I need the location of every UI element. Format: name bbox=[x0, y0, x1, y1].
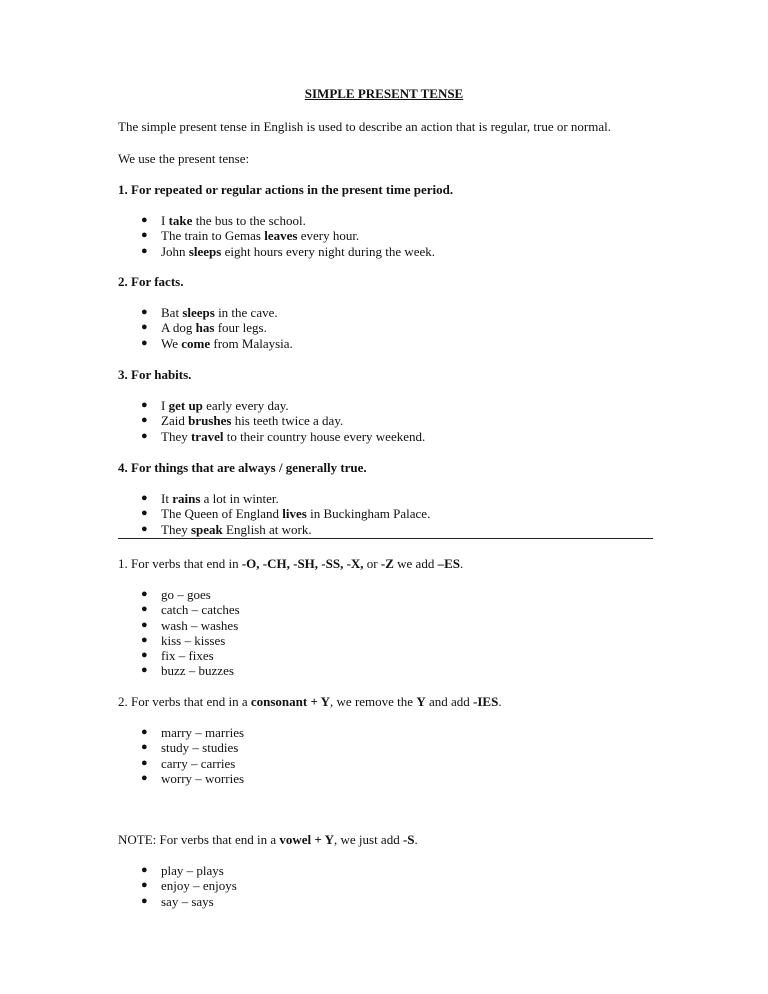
bullet-icon: ● bbox=[141, 399, 148, 411]
list-item: ● The Queen of England lives in Buckingham Palace. bbox=[141, 506, 431, 522]
list-item: ● go – goes bbox=[141, 587, 211, 602]
bullet-icon: ● bbox=[141, 726, 148, 738]
bullet-icon: ● bbox=[141, 429, 148, 442]
bullet-icon: ● bbox=[141, 492, 148, 504]
section-1-heading: 1. For repeated or regular actions in the present time period. bbox=[118, 182, 454, 197]
bullet-icon: ● bbox=[141, 741, 148, 754]
use-intro-paragraph: We use the present tense: bbox=[118, 151, 250, 166]
list-item: ● buzz – buzzes bbox=[141, 663, 234, 679]
bullet-icon: ● bbox=[141, 603, 148, 616]
rule-1-paragraph: 1. For verbs that end in -O, -CH, -SH, -SS, -X, or -Z we add –ES. bbox=[118, 556, 464, 571]
list-item: ● wash – washes bbox=[141, 617, 239, 633]
section-1-list bbox=[141, 213, 435, 259]
list-item: ● enjoy – enjoys bbox=[141, 878, 237, 894]
note-paragraph: NOTE: For verbs that end in a vowel + Y, we just add -S. bbox=[118, 832, 418, 847]
bullet-icon: ● bbox=[141, 588, 148, 600]
section-4-heading: 4. For things that are always / generally true. bbox=[118, 460, 367, 475]
bullet-icon: ● bbox=[141, 894, 148, 907]
list-item: ● We come from Malaysia. bbox=[141, 335, 293, 351]
bullet-icon: ● bbox=[141, 522, 148, 535]
bullet-icon: ● bbox=[141, 336, 148, 349]
rule-2-list bbox=[141, 725, 244, 786]
bullet-icon: ● bbox=[141, 229, 148, 242]
list-item: ● They speak English at work. bbox=[141, 521, 312, 537]
section-3-heading: 3. For habits. bbox=[118, 367, 192, 382]
bullet-icon: ● bbox=[141, 306, 148, 318]
section-2-list bbox=[141, 305, 293, 351]
list-item: ● worry – worries bbox=[141, 770, 245, 786]
bullet-icon: ● bbox=[141, 879, 148, 892]
bullet-icon: ● bbox=[141, 771, 148, 784]
list-item: ● They travel to their country house every weekend. bbox=[141, 428, 426, 444]
rule-1-list bbox=[141, 587, 240, 679]
bullet-icon: ● bbox=[141, 756, 148, 769]
list-item: ● John sleeps eight hours every night during the week. bbox=[141, 243, 436, 259]
bullet-icon: ● bbox=[141, 664, 148, 677]
list-item: ● I take the bus to the school. bbox=[141, 213, 306, 228]
bullet-icon: ● bbox=[141, 618, 148, 631]
bullet-icon: ● bbox=[141, 414, 148, 427]
list-item: ● carry – carries bbox=[141, 755, 236, 771]
list-item: ● Zaid brushes his teeth twice a day. bbox=[141, 413, 344, 429]
bullet-icon: ● bbox=[141, 507, 148, 520]
list-item: ● marry – marries bbox=[141, 725, 245, 740]
list-item: ● say – says bbox=[141, 893, 214, 909]
note-list bbox=[141, 863, 237, 909]
bullet-icon: ● bbox=[141, 244, 148, 257]
list-item: ● play – plays bbox=[141, 863, 224, 878]
section-3-list bbox=[141, 398, 425, 444]
list-item: ● A dog has four legs. bbox=[141, 320, 267, 336]
list-item: ● Bat sleeps in the cave. bbox=[141, 305, 278, 320]
bullet-icon: ● bbox=[141, 321, 148, 334]
page-title: SIMPLE PRESENT TENSE bbox=[304, 86, 464, 101]
section-4-list bbox=[141, 491, 430, 537]
list-item: ● The train to Gemas leaves every hour. bbox=[141, 228, 360, 244]
list-item: ● kiss – kisses bbox=[141, 632, 226, 648]
rule-2-paragraph: 2. For verbs that end in a consonant + Y, we remove the Y and add -IES. bbox=[118, 694, 502, 709]
bullet-icon: ● bbox=[141, 864, 148, 876]
list-item: ● fix – fixes bbox=[141, 648, 214, 664]
bullet-icon: ● bbox=[141, 649, 148, 662]
section-2-heading: 2. For facts. bbox=[118, 274, 184, 289]
bullet-icon: ● bbox=[141, 214, 148, 226]
intro-paragraph: The simple present tense in English is used to describe an action that is regular, true or normal. bbox=[118, 119, 611, 134]
list-item: ● catch – catches bbox=[141, 602, 240, 618]
list-item: ● study – studies bbox=[141, 740, 239, 756]
bullet-icon: ● bbox=[141, 633, 148, 646]
horizontal-divider bbox=[118, 538, 653, 539]
list-item: ● I get up early every day. bbox=[141, 398, 289, 413]
list-item: ● It rains a lot in winter. bbox=[141, 491, 279, 506]
